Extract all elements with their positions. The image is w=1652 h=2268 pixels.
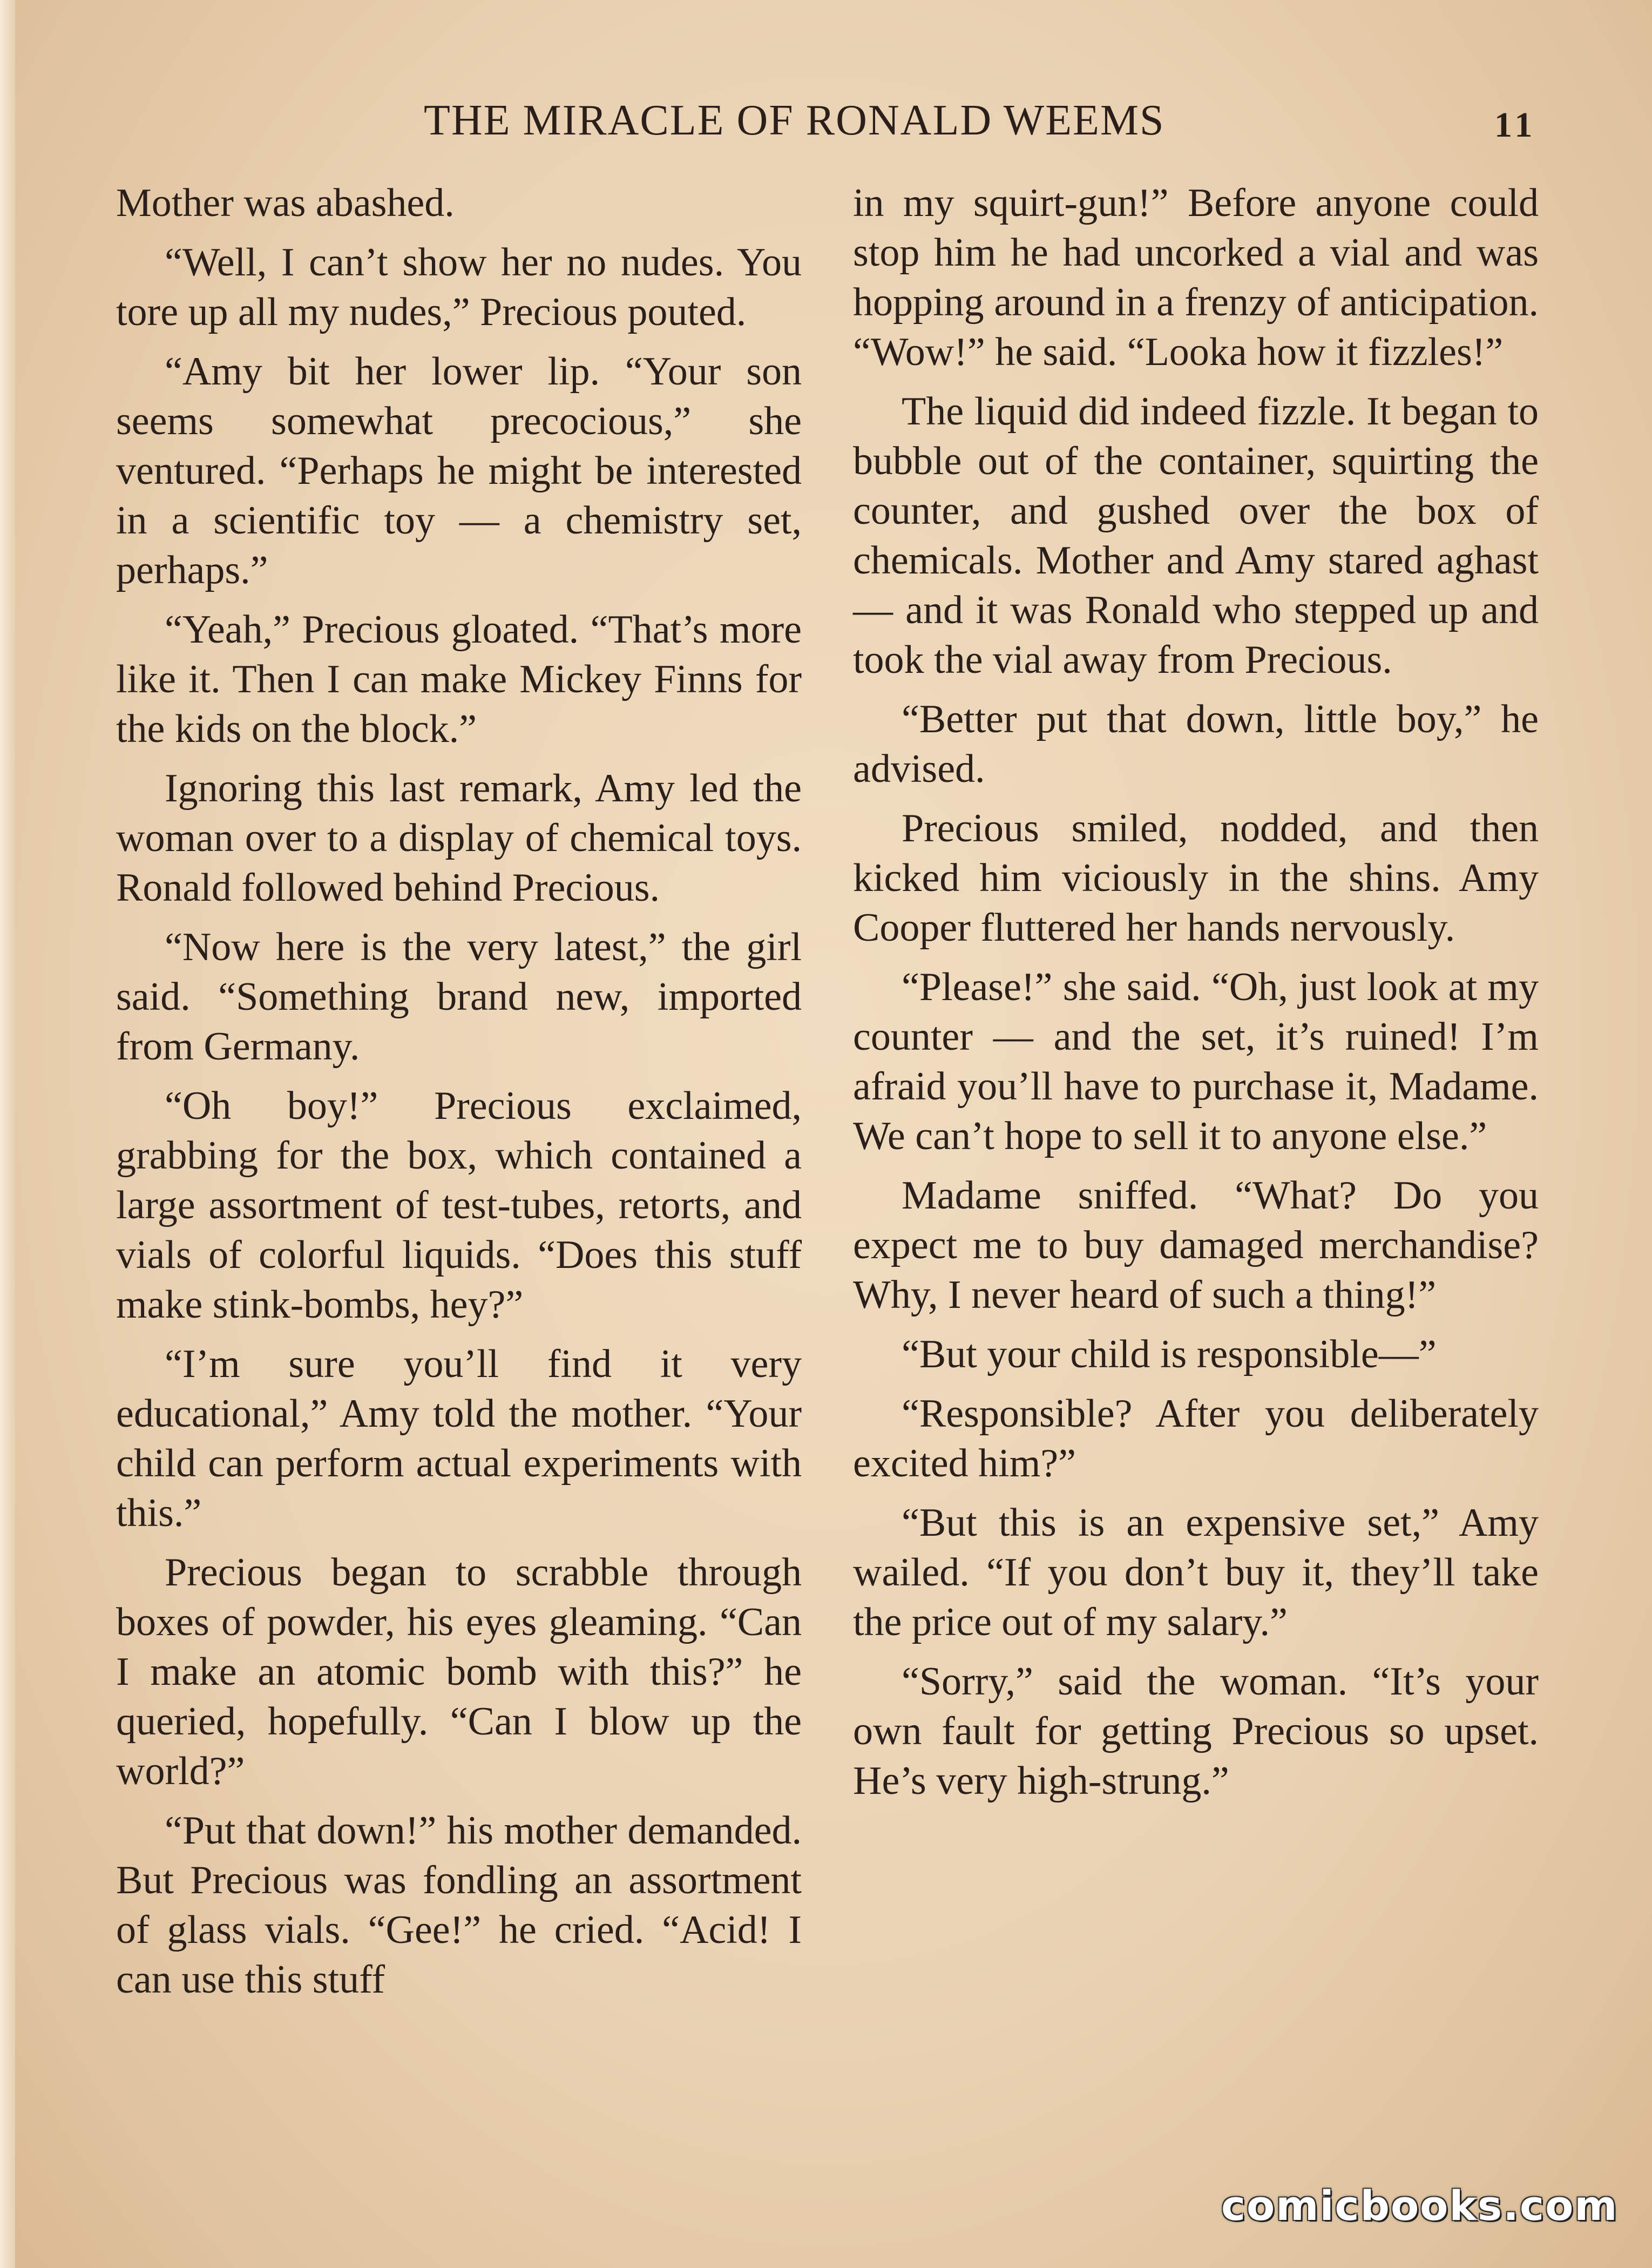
paragraph: in my squirt-gun!” Before anyone could stop him he had uncorked a vial and was hopping around in a frenzy of anticipation. “Wow!” he said. “Looka how it fizzles!” bbox=[853, 181, 1539, 374]
paragraph: “Yeah,” Precious gloated. “That’s more like it. Then I can make Mickey Finns for the kids on the block.” bbox=[116, 608, 802, 751]
paragraph: Ignoring this last remark, Amy led the woman over to a display of chemical toys. Ronald followed behind Precious. bbox=[116, 766, 802, 910]
paragraph: “But your child is responsible—” bbox=[902, 1332, 1437, 1376]
paragraph: “Better put that down, little boy,” he advised. bbox=[853, 697, 1539, 791]
paragraph: Precious smiled, nodded, and then kicked him viciously in the shins. Amy Cooper fluttered her hands nervously. bbox=[853, 806, 1539, 950]
left-column bbox=[116, 178, 802, 2014]
right-column bbox=[853, 178, 1539, 1815]
paragraph: “Put that down!” his mother demanded. But Precious was fondling an assortment of glass vials. “Gee!” he cried. “Acid! I can use this stuff bbox=[116, 1808, 802, 2002]
page-header bbox=[0, 96, 1652, 145]
paragraph: “Responsible? After you deliberately excited him?” bbox=[853, 1392, 1539, 1486]
paragraph: Precious began to scrabble through boxes of powder, his eyes gleaming. “Can I make an atomic bomb with this?” he queried, hopefully. “Can I blow up the world?” bbox=[116, 1550, 802, 1793]
paragraph: “Well, I can’t show her no nudes. You tore up all my nudes,” Precious pouted. bbox=[116, 240, 802, 334]
paragraph: “But this is an expensive set,” Amy wailed. “If you don’t buy it, they’ll take the price out of my salary.” bbox=[853, 1501, 1539, 1644]
paragraph: Madame sniffed. “What? Do you expect me to buy damaged merchandise? Why, I never heard of such a thing!” bbox=[853, 1173, 1539, 1317]
page-edge bbox=[0, 0, 15, 2268]
paragraph: The liquid did indeed fizzle. It began to bubble out of the container, squirting the counter, and gushed over the box of chemicals. Mother and Amy stared aghast — and it was Ronald who stepped up and took the vial away from Precious. bbox=[853, 389, 1539, 682]
paragraph: Mother was abashed. bbox=[116, 181, 455, 225]
paragraph: “Amy bit her lower lip. “Your son seems somewhat precocious,” she ventured. “Perhaps he might be interested in a scientific toy — a chemistry set, perhaps.” bbox=[116, 349, 802, 592]
site-watermark: comicbooks.com bbox=[1221, 2182, 1619, 2230]
running-title: THE MIRACLE OF RONALD WEEMS bbox=[424, 97, 1165, 144]
paragraph: “I’m sure you’ll find it very educational,” Amy told the mother. “Your child can perform actual experiments with this.” bbox=[116, 1342, 802, 1535]
paragraph: “Please!” she said. “Oh, just look at my counter — and the set, it’s ruined! I’m afraid you’ll have to purchase it, Madame. We can’t hope to sell it to anyone else.” bbox=[853, 965, 1539, 1158]
paragraph: “Oh boy!” Precious exclaimed, grabbing for the box, which contained a large assortment of test-tubes, retorts, and vials of colorful liquids. “Does this stuff make stink-bombs, hey?” bbox=[116, 1084, 802, 1327]
paragraph: “Now here is the very latest,” the girl said. “Something brand new, imported from Germany. bbox=[116, 925, 802, 1069]
page-number: 11 bbox=[1494, 105, 1537, 145]
paragraph: “Sorry,” said the woman. “It’s your own fault for getting Precious so upset. He’s very high-strung.” bbox=[853, 1659, 1539, 1803]
